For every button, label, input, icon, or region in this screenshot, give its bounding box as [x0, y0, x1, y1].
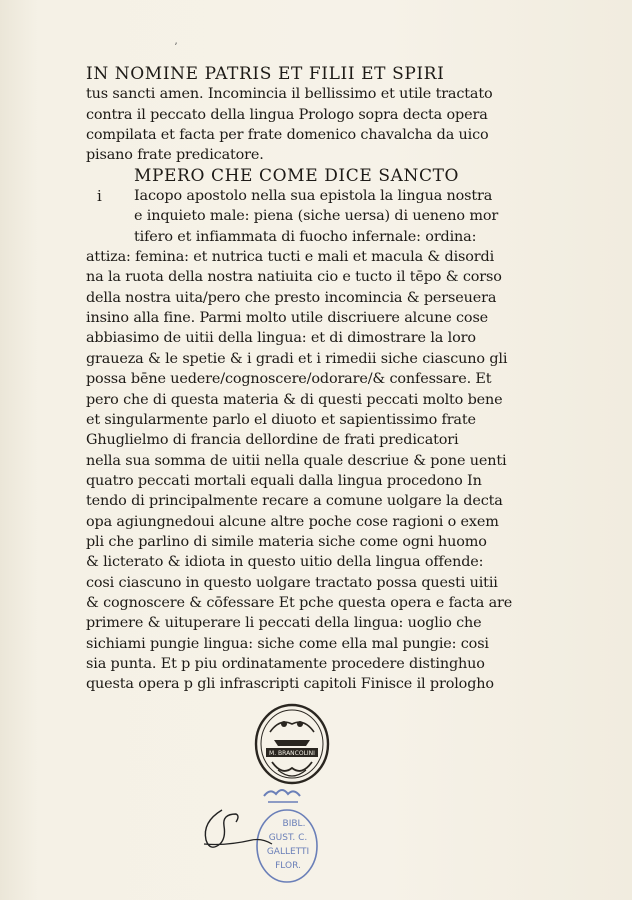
text-line: tus sancti amen. Incomincia il bellissimo et utile tractato — [86, 86, 493, 103]
text-line: tendo di principalmente recare a comune uolgare la decta — [86, 493, 503, 510]
library-seal-stamp — [252, 702, 332, 786]
text-line: et singularmente parlo el diuoto et sapientissimo frate — [86, 411, 476, 428]
text-line: quatro peccati mortali equali dalla lingua procedono In — [86, 472, 482, 489]
text-line: & cognoscere & cōfessare Et pche questa opera e facta are — [86, 594, 513, 611]
text-line: graueza & le spetie & i gradi et i rimedii siche ciascuno gli — [86, 350, 508, 367]
text-line: e inquieto male: piena (siche uersa) di ueneno mor — [134, 208, 499, 225]
chapter-opening-line: MPERO CHE COME DICE SANCTO — [134, 165, 460, 186]
text-line-body: Iacopo apostolo nella sua epistola la lingua nostra — [134, 188, 493, 205]
text-line: tifero et infiammata di fuocho infernale: ordina: — [134, 228, 477, 245]
text-line: sichiami pungie lingua: siche come ella mal pungie: cosi — [86, 635, 489, 652]
stamp-line: BIBL. — [282, 819, 306, 829]
text-line: possa bēne uedere/cognoscere/odorare/& confessare. Et — [86, 371, 492, 388]
text-line: pero che di questa materia & di questi peccati molto bene — [86, 391, 503, 408]
drop-initial: i — [97, 187, 102, 206]
incunable-text — [86, 64, 536, 695]
stamp-line: FLOR. — [275, 861, 301, 871]
text-line: pli che parlino di simile materia siche come ogni huomo — [86, 533, 487, 550]
text-line: insino alla fine. Parmi molto utile discriuere alcune cose — [86, 310, 489, 327]
heading-line: IN NOMINE PATRIS ET FILII ET SPIRI — [86, 64, 445, 84]
text-line: primere & uituperare li peccati della lingua: uoglio che — [86, 615, 482, 632]
seal-label: M. BRANCOLINI — [269, 750, 315, 757]
stamp-line: GUST. C. — [268, 833, 308, 843]
handwritten-flourish — [196, 800, 276, 862]
text-line: della nostra uita/pero che presto incomincia & perseuera — [86, 289, 497, 306]
text-line: cosi ciascuno in questo uolgare tractato possa questi uitii — [86, 574, 498, 591]
text-line: attiza: femina: et nutrica tucti e mali et macula & disordi — [86, 249, 495, 266]
text-line: contra il peccato della lingua Prologo sopra decta opera — [86, 106, 488, 123]
text-line: compilata et facta per frate domenico chavalcha da uico — [86, 127, 489, 144]
text-line: opa agiungnedoui alcune altre poche cose ragioni o exem — [86, 513, 499, 530]
text-line — [86, 186, 536, 206]
text-line: Ghuglielmo di francia dellordine de frati predicatori — [86, 432, 459, 449]
stamp-line: GALLETTI — [266, 847, 310, 857]
text-line: questa opera p gli infrascripti capitoli Finisce il prologho — [86, 676, 494, 693]
text-line: pisano frate predicatore. — [86, 147, 264, 164]
text-line: nella sua somma de uitii nella quale descriue & pone uenti — [86, 452, 507, 469]
text-line: & licterato & idiota in questo uitio della lingua offende: — [86, 554, 484, 571]
text-line: abbiasimo de uitii della lingua: et di dimostrare la loro — [86, 330, 476, 347]
ink-speck: ʼ — [174, 42, 178, 53]
text-line: na la ruota della nostra natiuita cio e tucto il tēpo & corso — [86, 269, 502, 286]
text-line: sia punta. Et p piu ordinatamente procedere distinghuo — [86, 655, 485, 672]
